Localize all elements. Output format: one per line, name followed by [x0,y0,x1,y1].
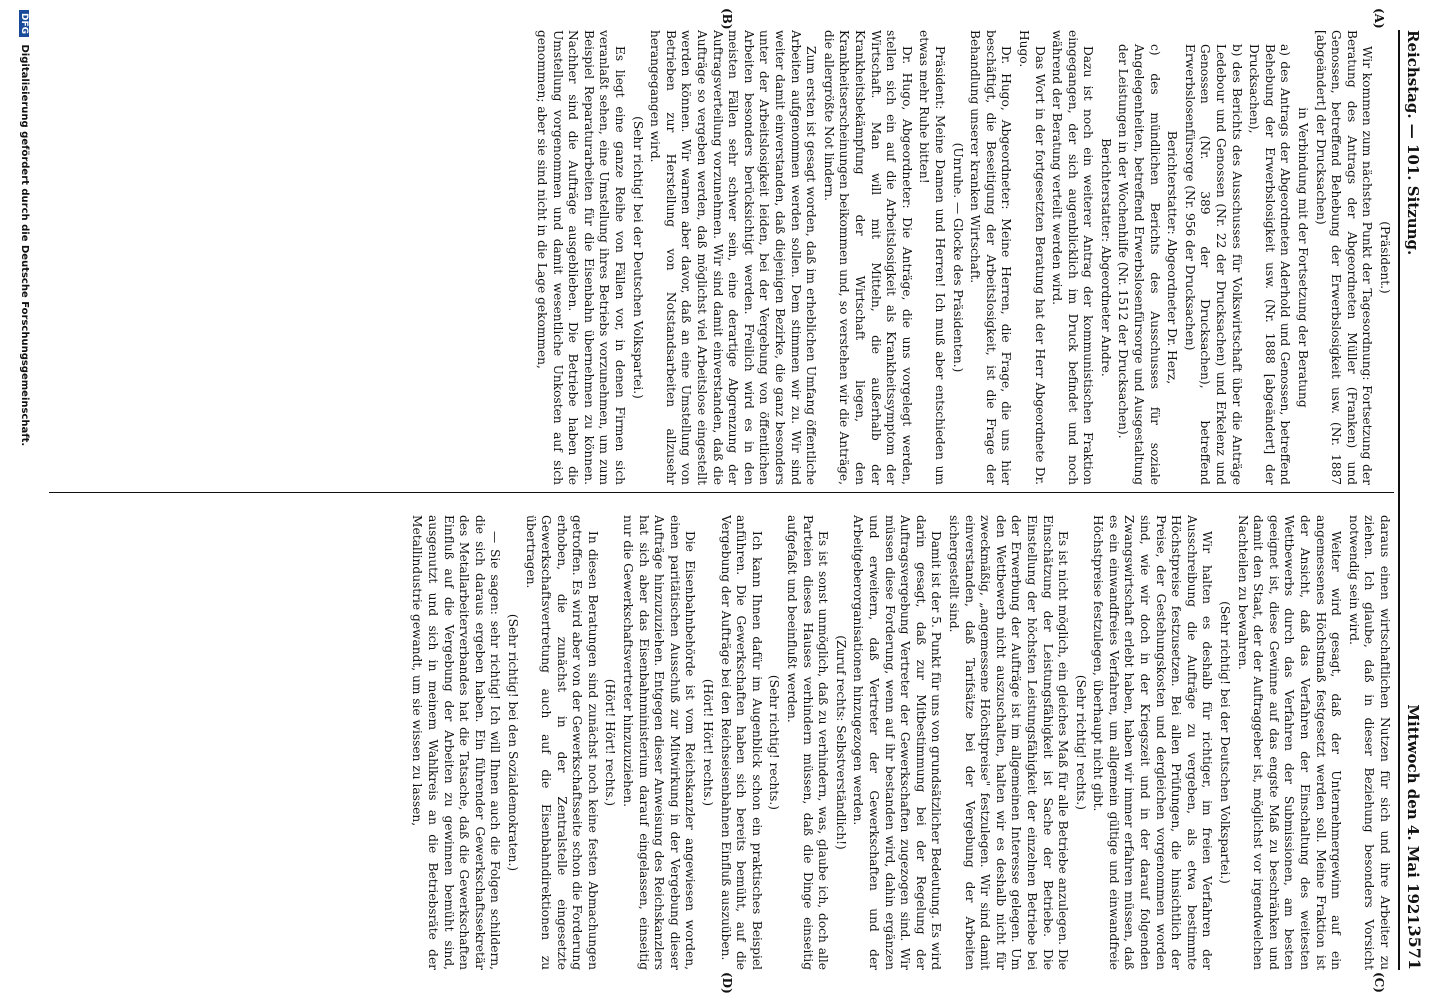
paragraph: a) des Antrags der Abgeordneten Aderhold und Genossen, betreffend Behebung der Erwerbslosigkeit usw. (Nr. 1888 [abgeändert] der Drucksachen), [1247,44,1293,485]
page-number: 3571 [1405,925,1424,970]
page-header [1398,30,1424,970]
paragraph: Dr. Hugo, Abgeordneter: Meine Herren, die Frage, die uns hier beschäftigt, die Beseitigung der Arbeitslosigkeit, ist die Frage der Behandlung unserer kranken Wirtschaft. [968,30,1014,485]
paragraph: Dazu ist noch ein weiterer Antrag der kommunistischen Fraktion eingegangen, der sich augenblicklich im Druck befindet und noch während der Beratung verteilt werden wird. [1050,30,1096,485]
paragraph: (Sehr richtig! rechts.) [1073,674,1088,811]
paragraph: Berichterstatter: Abgeordneter Dr. Herz, [1165,130,1180,385]
paragraph: (Sehr richtig! bei der Deutschen Volkspartei.) [630,116,645,399]
paragraph: Damit ist der 5. Punkt für uns von grundsätzlicher Bedeutung. Es wird darin gesagt, daß zur Mitbestimmung bei der Regelung der Auftragsvergebung Vertreter der Gewerkschaften zugezogen sind. Wir müssen diese Forderung, wenn auf ihr bestanden wird, dahin ergänzen und erweitern, daß Vertreter der Gewerkschaften und der Arbeitgeberorganisationen hinzugezogen werden. [851,515,944,970]
paragraph: Berichterstatter: Abgeordneter Andre. [1098,138,1113,377]
paragraph: Wir halten es deshalb für richtiger, im freien Verfahren der Ausschreibung die Aufträge zu vergeben, als etwa bestimmte Höchstpreise festzusetzen. Bei allen Prüfungen, die hinsichtlich der Preise, der Gestehungskosten und dergleichen vorgenommen worden sind, wie wir doch in der Kriegszeit und in der darauf folgenden Zwangswirtschaft erlebt haben, haben wir immer erfahren müssen, daß es ein einwandfreies Verfahren, um allgemein gültige und einwandfreie Höchstpreise festzulegen, überhaupt nicht gibt. [1091,515,1215,970]
paragraph: (Präsident.) [1378,221,1392,294]
paragraph: Zum ersten ist gesagt worden, daß im erheblichen Umfang öffentliche Arbeiten aufgenommen werden sollen. Dem stimmen wir zu. Wir sind weiter damit einverstanden, daß diejenigen Bezirke, die ganz besonders unter der Arbeitslosigkeit leiden, bei der Vergebung von öffentlichen Arbeiten besonders berücksichtigt werden. Freilich wird es in den meisten Fällen sehr schwer sein, eine derartige Abgrenzung der Auftragsverteilung vorzunehmen. Wir sind damit einverstanden, daß die Aufträge so vergeben werden, daß möglichst viel Arbeitslose eingestellt werden können. Wir warnen aber davor, daß an eine Umstellung von Betrieben zur Herstellung von Notstandsarbeiten allzusehr herangegangen wird. [648,30,819,485]
paragraph: (Sehr richtig! rechts.) [767,674,782,811]
header-left: Reichstag. — 101. Sitzung. [1404,30,1422,256]
margin-marker-c: (C) [1372,972,1386,993]
paragraph: Wir kommen zum nächsten Punkt der Tagesordnung: Fortsetzung der Beratung des Antrags der Abgeordneten Müller (Franken) und Genossen, betreffend Behebung der Erwerbslosigkeit usw. (Nr. 1887 [abgeändert] der Drucksachen) [1313,30,1375,485]
left-column [52,30,1392,485]
paragraph: Es liegt eine ganze Reihe von Fällen vor, in denen Firmen sich veranlaßt sehen, eine Umstellung ihres Betriebs vorzunehmen, um zum Beispiel Reparaturarbeiten für die Eisenbahn übernehmen zu können. Nachher sind die Aufträge ausgeblieben. Die Betriebe haben die Umstellung vorgenommen und damit wesentliche Unkosten auf sich genommen; aber sie sind nicht in die Lage gekommen, [535,30,628,485]
dfg-logo: DFG [19,10,29,37]
footer-text: Digitalisierung gefördert durch die Deutsche Forschungsgemeinschaft. [19,44,30,447]
paragraph: — Sie sagen: sehr richtig! Ich will Ihnen auch die Folgen schildern, die sich daraus ergeben haben. Ein führender Gewerkschaftssekretär des Metallarbeiterverbandes hat die Tatsache, daß die Gewerkschaften Einfluß auf die Vergebung der Arbeiten zu gewinnen bemüht sind, ausgenutzt und sich in meinem Wahlkreis an die Betriebsräte der Metallindustrie gewandt, um sie wissen zu lassen, [410,515,503,970]
paragraph: Es ist sonst unmöglich, daß zu verhindern, was, glaube ich, doch alle Parteien dieses Hauses verhindern müssen, daß die Dinge einseitig aufgefaßt und beeinflußt werden. [785,515,831,970]
margin-marker-b: (B) [720,8,734,30]
margin-marker-d: (D) [720,972,734,994]
paragraph: (Hört! Hört! rechts.) [701,678,716,807]
paragraph: (Unruhe. — Glocke des Präsidenten.) [950,142,965,373]
paragraph: Weiter wird gesagt, daß der Unternehmergewinn auf ein angemessenes Höchstmaß festgesetzt werden soll. Meine Fraktion ist der Ansicht, daß das Verfahren der Einschaltung des weitesten Wettbewerbs durch das Verfahren der Submissionen, am besten geeignet ist, diese Gewinne auf das engste Maß zu beschränken und damit den Staat, der der Auftraggeber ist, möglichst vor irgendwelchen Nachteilen zu bewahren. [1235,515,1344,970]
paragraph: Dr. Hugo, Abgeordneter: Die Anträge, die uns vorgelegt werden, stellen sich ein auf die Arbeitslosigkeit als Krankheitssymptom der Wirtschaft. Man will mit Mitteln, die außerhalb der Krankheitsbekämpfung der Wirtschaft liegen, den Krankheitserscheinungen beikommen und, so verstehen wir die Anträge, die allergrößte Not lindern. [821,30,914,485]
paragraph: In diesen Beratungen sind zunächst noch keine festen Abmachungen getroffen. Es wird aber von der Gewerkschaftsseite schon die Forderung erhoben, die zunächst in der Zentralstelle eingesetzte Gewerkschaftsvertretung auch auf die Eisenbahndirektionen zu übertragen. [523,515,600,970]
header-date: Mittwoch den 4. Mai 1921. [1404,704,1422,930]
paragraph: Es ist nicht möglich, ein gleiches Maß für alle Betriebe anzulegen. Die Einschätzung der Leistungsfähigkeit ist Sache der Betriebe. Die Einstellung der höchsten Leistungsfähigkeit der einzelnen Betriebe bei der Erwerbung der Aufträge ist im allgemeinen Interesse gelegen. Um den Wettbewerb nicht auszuschalten, halten wir es deshalb nicht für zweckmäßig, „angemessene Höchstpreise" festzulegen. Wir sind damit einverstanden, daß Tarifsätze bei der Vergebung der Arbeiten sichergestellt sind. [946,515,1071,970]
paragraph: Die Eisenbahnbehörde ist vom Reichskanzler angewiesen worden, einen paritätischen Ausschuß zur Mitwirkung in der Vergebung dieser Aufträge hinzuzuziehen. Entgegen dieser Anweisung des Reichskanzlers hat sich aber das Eisenbahnministerium darauf eingelassen, einseitig nur die Gewerkschaftsvertreter hinzuzuziehen. [621,515,698,970]
paragraph: daraus einen wirtschaftlichen Nutzen für sich und ihre Arbeiter zu ziehen. Ich glaube, daß in dieser Beziehung besonders Vorsicht notwendig sein wird. [1346,515,1392,970]
margin-marker-a: (A) [1372,8,1386,29]
paragraph: b) des Berichts des Ausschusses für Volkswirtschaft über die Anträge Ledebour und Genossen (Nr. 22 der Drucksachen) und Erkelenz und Genossen (Nr. 389 der Drucksachen), betreffend Erwerbslosenfürsorge (Nr. 956 der Drucksachen) [1182,44,1244,485]
paragraph: Ich kann Ihnen dafür im Augenblick schon ein praktisches Beispiel anführen. Die Gewerkschaften haben sich bereits bemüht, auf die Vergebung der Aufträge bei den Reichseisenbahnen Einfluß auszuüben. [718,515,764,970]
right-column [52,515,1392,970]
paragraph: (Sehr richtig! bei den Sozialdemokraten.) [505,613,520,872]
paragraph: Das Wort in der fortgesetzten Beratung hat der Herr Abgeordnete Dr. Hugo. [1016,30,1047,485]
footer [19,10,30,990]
column-divider [49,492,1394,493]
paragraph: in Verbindung mit der Fortsetzung der Beratung [1296,107,1311,408]
paragraph: (Hört! Hört! rechts.) [603,678,618,807]
paragraph: Präsident: Meine Damen und Herren! Ich muß aber entschieden um etwas mehr Ruhe bitten! [917,30,947,485]
paragraph: (Zuruf rechts: Selbstverständlich!) [833,635,848,850]
paragraph: c) des mündlichen Berichts des Ausschusses für soziale Angelegenheiten, betreffend Erwerbslosenfürsorge und Ausgestaltung der Leistungen in der Wochenhilfe (Nr. 1512 der Drucksachen). [1116,44,1162,485]
paragraph: (Sehr richtig! bei der Deutschen Volkspartei.) [1218,601,1233,884]
